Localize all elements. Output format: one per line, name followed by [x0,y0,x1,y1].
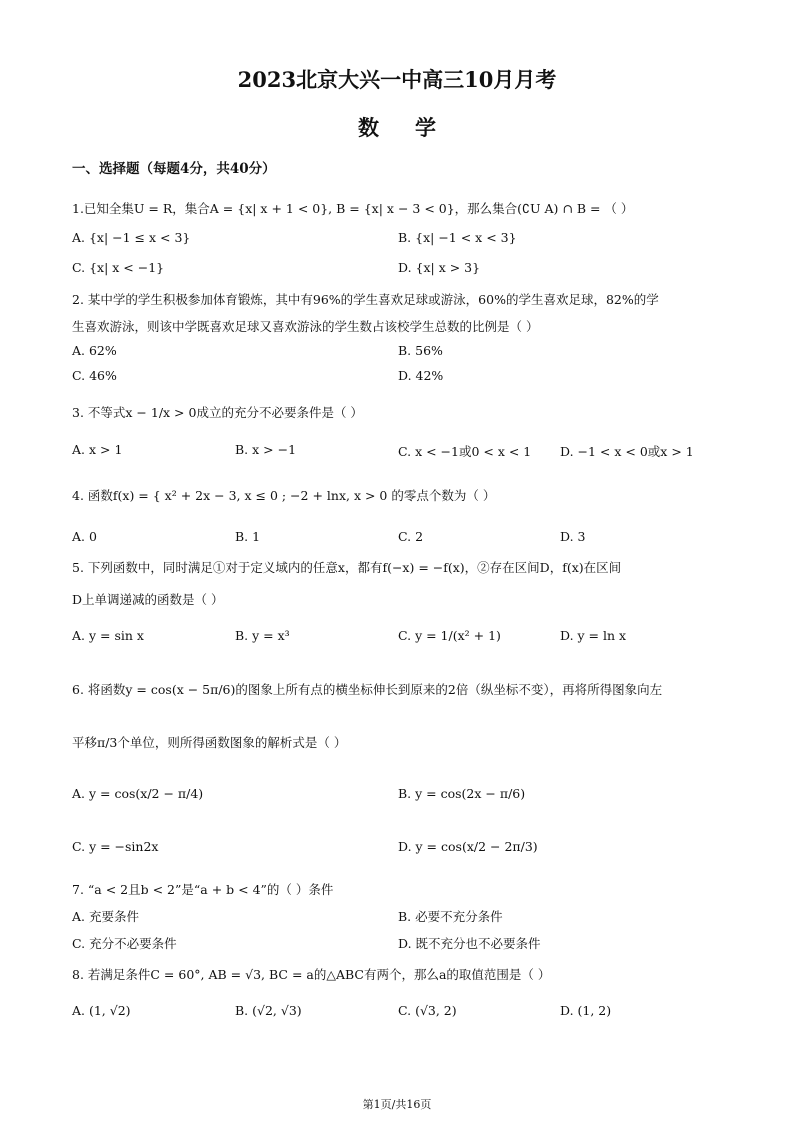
question-4-option-d: D. 3 [560,529,586,544]
question-3-option-d: D. −1 < x < 0或x > 1 [560,444,694,459]
question-6-option-d: D. y = cos(x/2 − 2π/3) [398,839,538,854]
question-1-stem: 1.已知全集U = R，集合A = {x| x + 1 < 0}, B = {x| x − 3 < 0}，那么集合(∁U A) ∩ B = （ ） [72,201,634,216]
question-8-option-d: D. (1, 2) [560,1003,612,1018]
question-3-option-a: A. x > 1 [72,442,123,457]
question-5-option-b: B. y = x³ [235,628,290,643]
question-6-stem-line-1: 6. 将函数y = cos(x − 5π/6)的图象上所有点的横坐标伸长到原来的2倍（纵坐标不变），再将所得图象向左 [72,682,663,697]
question-1-option-b: B. {x| −1 < x < 3} [398,230,517,245]
question-5-stem-line-1: 5. 下列函数中，同时满足①对于定义域内的任意x，都有f(−x) = −f(x)，②存在区间D，f(x)在区间 [72,560,622,575]
question-2-stem-line-1: 2. 某中学的学生积极参加体育锻炼，其中有96%的学生喜欢足球或游泳，60%的学生喜欢足球，82%的学 [72,292,659,307]
question-3-option-c: C. x < −1或0 < x < 1 [398,444,532,459]
question-4-option-a: A. 0 [72,529,97,544]
section-heading: 一、选择题（每题4分，共40分） [72,161,276,177]
page-title: 2023北京大兴一中高三10月月考 [237,67,557,92]
page-footer: 第1页/共16页 [362,1098,432,1111]
question-6-option-c: C. y = −sin2x [72,839,159,854]
subject-heading: 数学 [358,115,472,140]
question-8-stem: 8. 若满足条件C = 60°, AB = √3, BC = a的△ABC有两个，那么a的取值范围是（ ） [72,967,551,982]
question-3-option-b: B. x > −1 [235,442,297,457]
question-2-option-d: D. 42% [398,368,444,383]
question-6-stem-line-2: 平移π/3个单位，则所得函数图象的解析式是（ ） [72,735,347,750]
question-6-option-a: A. y = cos(x/2 − π/4) [72,786,204,801]
question-5-option-c: C. y = 1/(x² + 1) [398,628,501,643]
question-2-option-a: A. 62% [72,343,117,358]
question-2-option-b: B. 56% [398,343,443,358]
question-4-stem: 4. 函数f(x) = { x² + 2x − 3, x ≤ 0 ; −2 + lnx, x > 0 的零点个数为（ ） [72,488,496,503]
question-4-option-c: C. 2 [398,529,424,544]
question-8-option-b: B. (√2, √3) [235,1003,302,1018]
question-5-option-d: D. y = ln x [560,628,627,643]
question-2-stem-line-2: 生喜欢游泳，则该中学既喜欢足球又喜欢游泳的学生数占该校学生总数的比例是（ ） [72,319,539,334]
question-7-option-b: B. 必要不充分条件 [398,909,503,924]
question-2-option-c: C. 46% [72,368,117,383]
question-6-option-b: B. y = cos(2x − π/6) [398,786,526,801]
question-4-option-b: B. 1 [235,529,261,544]
question-5-stem-line-2: D上单调递减的函数是（ ） [72,592,224,607]
question-5-option-a: A. y = sin x [72,628,144,643]
question-7-option-d: D. 既不充分也不必要条件 [398,936,541,951]
question-1-option-c: C. {x| x < −1} [72,260,165,275]
question-7-option-a: A. 充要条件 [72,909,139,924]
question-8-option-a: A. (1, √2) [72,1003,131,1018]
question-1-option-d: D. {x| x > 3} [398,260,481,275]
question-1-option-a: A. {x| −1 ≤ x < 3} [72,230,191,245]
question-3-stem: 3. 不等式x − 1/x > 0成立的充分不必要条件是（ ） [72,405,363,420]
question-7-option-c: C. 充分不必要条件 [72,936,177,951]
question-7-stem: 7. “a < 2且b < 2”是“a + b < 4”的（ ）条件 [72,882,334,897]
question-8-option-c: C. (√3, 2) [398,1003,457,1018]
